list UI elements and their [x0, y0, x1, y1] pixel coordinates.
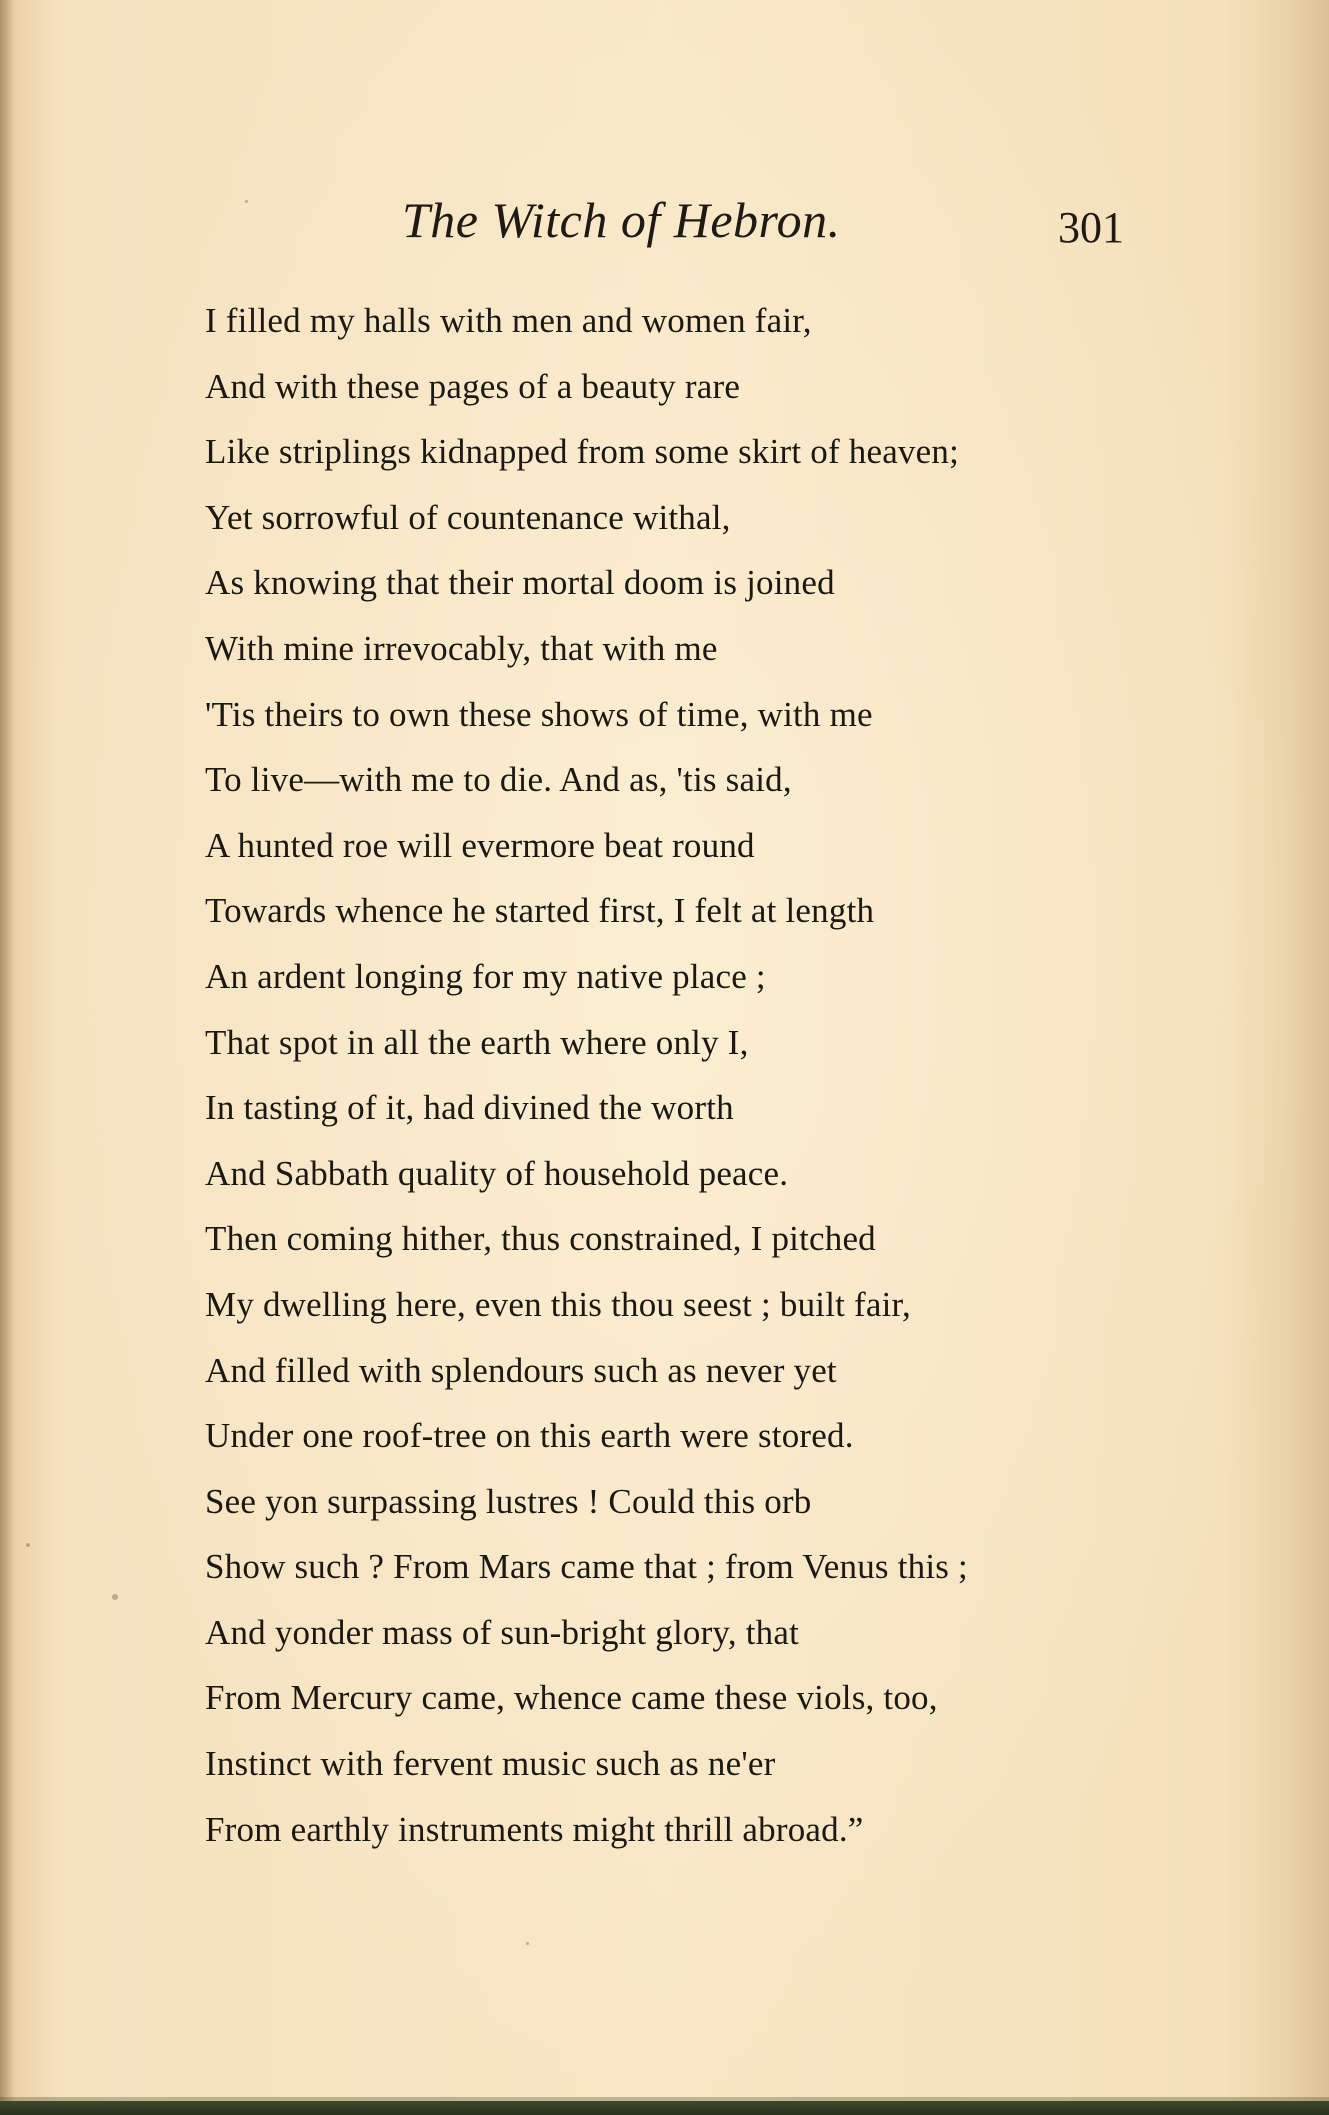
paper-speck: [245, 200, 248, 203]
poem-line: A hunted roe will evermore beat round: [205, 825, 755, 865]
poem-line: Yet sorrowful of countenance withal,: [205, 497, 731, 537]
cover-edge: [0, 2101, 1329, 2115]
poem-line: From earthly instruments might thrill abroad.”: [205, 1809, 864, 1849]
paper-speck: [112, 1594, 118, 1600]
running-title: The Witch of Hebron.: [402, 192, 841, 248]
poem-line: And yonder mass of sun-bright glory, that: [205, 1612, 800, 1652]
poem-line: 'Tis theirs to own these shows of time, with me: [205, 694, 873, 734]
page-header: [0, 190, 1329, 270]
poem-line: To live—with me to die. And as, 'tis said,: [205, 760, 792, 800]
poem-line: And with these pages of a beauty rare: [205, 366, 741, 406]
poem-line: In tasting of it, had divined the worth: [205, 1088, 734, 1128]
poem-line: And filled with splendours such as never yet: [205, 1350, 837, 1390]
poem-line: Like striplings kidnapped from some skirt of heaven;: [205, 432, 959, 472]
poem-line: Under one roof-tree on this earth were stored.: [205, 1416, 854, 1456]
paper-speck: [526, 1942, 529, 1945]
poem-line: My dwelling here, even this thou seest ; built fair,: [205, 1284, 911, 1324]
poem-line: That spot in all the earth where only I,: [205, 1022, 749, 1062]
poem-line: From Mercury came, whence came these viols, too,: [205, 1678, 938, 1718]
poem-line: With mine irrevocably, that with me: [205, 628, 718, 668]
page-number: 301: [1058, 203, 1124, 252]
poem-line: As knowing that their mortal doom is joined: [205, 563, 835, 603]
poem-text: [205, 297, 1205, 1871]
poem-line: See yon surpassing lustres ! Could this orb: [205, 1481, 812, 1521]
poem-line: An ardent longing for my native place ;: [205, 956, 766, 996]
poem-line: Instinct with fervent music such as ne'er: [205, 1744, 776, 1784]
poem-line: Show such ? From Mars came that ; from Venus this ;: [205, 1547, 968, 1587]
paper-speck: [26, 1543, 30, 1547]
spine-shadow: [0, 0, 14, 2115]
poem-line: And Sabbath quality of household peace.: [205, 1153, 789, 1193]
poem-line: Towards whence he started first, I felt at length: [205, 891, 875, 931]
poem-line: I filled my halls with men and women fair,: [205, 301, 812, 340]
poem-line: Then coming hither, thus constrained, I pitched: [205, 1219, 876, 1259]
